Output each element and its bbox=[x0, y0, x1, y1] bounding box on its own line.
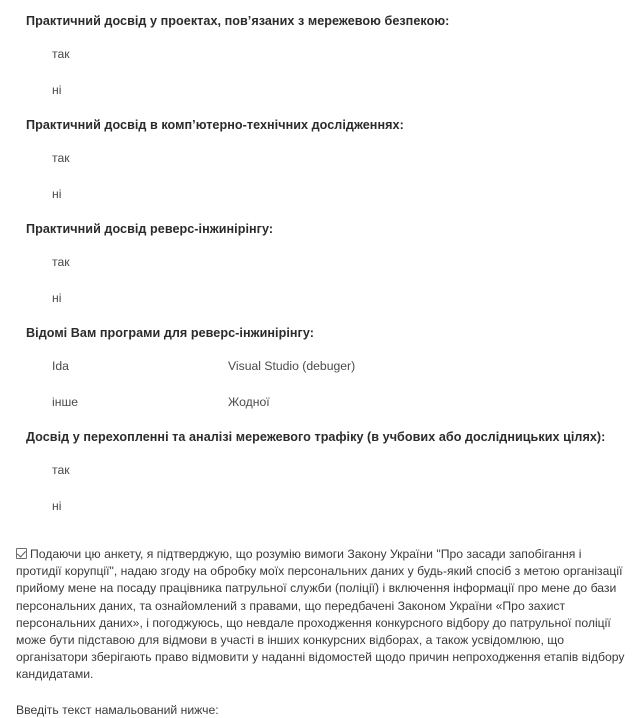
option-label: ні bbox=[52, 83, 62, 97]
option-label-secondary: Visual Studio (debuger) bbox=[228, 359, 356, 373]
option-row[interactable] bbox=[0, 255, 637, 269]
option-label-secondary: Жодної bbox=[228, 395, 270, 409]
option-row[interactable] bbox=[0, 291, 637, 305]
question-block-computer-technical-research bbox=[0, 117, 637, 201]
consent-paragraph bbox=[16, 546, 625, 684]
option-label: так bbox=[52, 255, 70, 269]
option-row[interactable] bbox=[0, 395, 637, 409]
option-label: Ida bbox=[52, 359, 69, 373]
option-list bbox=[0, 255, 637, 305]
consent-block bbox=[0, 546, 637, 684]
option-row[interactable] bbox=[0, 151, 637, 165]
question-block-traffic-interception-analysis bbox=[0, 429, 637, 513]
option-label: так bbox=[52, 47, 70, 61]
consent-checkbox[interactable] bbox=[16, 548, 27, 559]
option-label: ні bbox=[52, 291, 62, 305]
consent-text: Подаючи цю анкету, я підтверджую, що розумію вимоги Закону України "Про засади запобігання і протидії корупції", надаю згоду на обробку моїх персональних даних у будь-який спосіб з метою організації прийому мене на посаду працівника патрульної служби (поліції) і включення інформації про мене до бази персональних даних, та ознайомлений з правами, що передбачені Законом України «Про захист персональних даних», і погоджуюсь, що невдале проходження конкурсного відбору до патрульної поліції може бути підставою для відмови в участі в інших конкурсних відборах, а також усвідомлюю, що організатори зберігають право відмовити у наданні відомостей щодо причин непроходження етапів відбору кандидатами. bbox=[16, 547, 625, 682]
question-block-reverse-engineering-tools bbox=[0, 325, 637, 409]
option-list bbox=[0, 359, 637, 409]
question-title: Досвід у перехопленні та аналізі мережевого трафіку (в учбових або дослідницьких цілях): bbox=[26, 430, 606, 444]
option-label: так bbox=[52, 151, 70, 165]
option-list bbox=[0, 463, 637, 513]
question-block-network-security-projects bbox=[0, 0, 637, 97]
option-label: ні bbox=[52, 187, 62, 201]
option-row[interactable] bbox=[0, 463, 637, 477]
option-row[interactable] bbox=[0, 187, 637, 201]
option-row[interactable] bbox=[0, 499, 637, 513]
option-label: так bbox=[52, 463, 70, 477]
option-row[interactable] bbox=[0, 83, 637, 97]
question-title: Відомі Вам програми для реверс-інжинірінгу: bbox=[26, 326, 314, 340]
question-title: Практичний досвід реверс-інжинірінгу: bbox=[26, 222, 274, 236]
option-list bbox=[0, 47, 637, 97]
captcha-prompt-label: Введіть текст намальований нижче: bbox=[16, 702, 219, 717]
option-label: ні bbox=[52, 499, 62, 513]
option-list bbox=[0, 151, 637, 201]
question-block-reverse-engineering-experience bbox=[0, 221, 637, 305]
option-label: інше bbox=[52, 395, 78, 409]
option-row[interactable] bbox=[0, 359, 637, 373]
question-title: Практичний досвід в комп’ютерно-технічних дослідженнях: bbox=[26, 118, 404, 132]
question-title: Практичний досвід у проектах, пов’язаних з мережевою безпекою: bbox=[26, 14, 450, 28]
option-row[interactable] bbox=[0, 47, 637, 61]
